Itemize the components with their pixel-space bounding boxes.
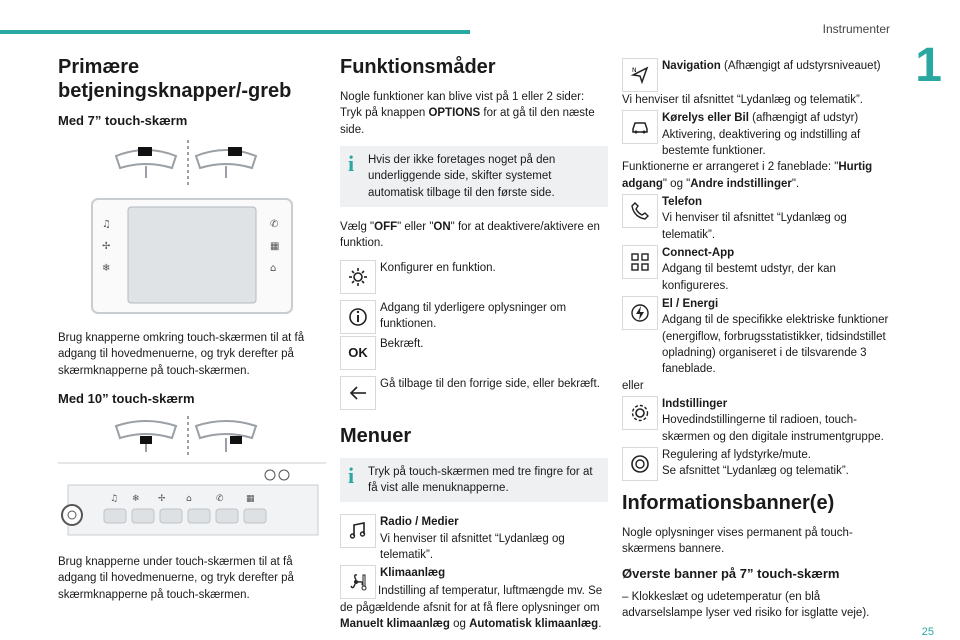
controls-title: Primære betjeningsknapper/-greb — [58, 56, 292, 102]
info-box-menus: i Tryk på touch-skærmen med tre fingre for at få vist alle menuknapperne. — [340, 458, 608, 503]
on-off-instruction: Vælg "OFF" eller "ON" for at deaktivere/aktivere en funktion. — [340, 220, 600, 250]
back-arrow-icon — [340, 376, 376, 410]
banner-title: Informationsbanner(e) — [622, 491, 835, 514]
item-info: Adgang til yderligere oplysninger om funktionen. — [340, 300, 608, 334]
settings-gear-icon — [340, 260, 376, 294]
column-menus: N Navigation (Afhængigt af udstyrsniveauet) Vi henviser til afsnittet “Lydanlæg og telematik”. Kørelys eller Bil (afhængigt af udstyr) Aktivering, deaktivering og indstilling af bestemte funktioner. Funktionerne er arrangeret i 2 faneblade: "Hurtig adgang" og "Andre indstillinger". Telefon Vi henviser til afsnittet “Lydanlæg og telematik”. Connect-App Adgang til bestemt udstyr, der kan konfigureres. El / Energi Adgang til de specifikke elektriske funktioner (energiflow, forbrugsstatistikker, tidsindstillet opladning) organiseret i de tilsvarende 3 faneblade. eller Indstillinger Hovedindstillingerne til radioen, touch-skærmen og den digitale instrumentgruppe. Regulering af lydstyrke/mute. Se afsnittet “Lydanlæg og telematik”. Informationsbanner(e) Nogle oplysninger vises permanent på touch-skærmens bannere. Øverste banner på 7” touch-skærm – Klokkeslæt og udetemperatur (en blå advarselslampe lyser ved risiko for isglatte veje). — [622, 58, 890, 629]
banner-item: – Klokkeslæt og udetemperatur (en blå advarselslampe lyser ved risiko for isglatte veje). — [622, 590, 870, 619]
info-marker-icon: i — [348, 462, 355, 488]
text-7-inch: Brug knapperne omkring touch-skærmen til at få adgang til hovedmenuerne, og tryk derefter på skærmknapperne på touch-skærmen. — [58, 332, 305, 377]
svg-text:✢: ✢ — [158, 493, 166, 504]
svg-text:♫: ♫ — [110, 493, 119, 504]
subheading-10-inch: Med 10” touch-skærm — [58, 390, 195, 406]
svg-text:⌂: ⌂ — [186, 493, 192, 504]
phone-entry: Telefon Vi henviser til afsnittet “Lydanlæg og telematik”. — [622, 194, 890, 243]
steering-wheel-illustration-10 — [58, 416, 326, 456]
functions-intro: Nogle funktioner kan blive vist på 1 eller 2 sider: Tryk på knappen OPTIONS for at gå til den næste side. — [340, 91, 595, 136]
car-entry: Kørelys eller Bil (afhængigt af udstyr) Aktivering, deaktivering og indstilling af bestemte funktioner. — [622, 110, 890, 159]
svg-text:▦: ▦ — [270, 241, 280, 252]
menus-title: Menuer — [340, 424, 412, 447]
svg-text:♫: ♫ — [102, 219, 111, 230]
svg-text:❄: ❄ — [102, 263, 111, 274]
item-ok: OK Bekræft. — [340, 336, 608, 370]
section-title: Instrumenter — [822, 22, 890, 36]
touchscreen-10-illustration — [58, 461, 326, 541]
banner-subheading: Øverste banner på 7” touch-skærm — [622, 565, 840, 581]
energy-bolt-icon — [622, 296, 658, 330]
tabs-text: Funktionerne er arrangeret i 2 faneblade: "Hurtig adgang" og "Andre indstillinger". — [622, 161, 873, 190]
radio-entry: Radio / Medier Vi henviser til afsnittet “Lydanlæg og telematik”. — [340, 514, 608, 563]
chapter-number: 1 — [915, 39, 942, 92]
text-10-inch: Brug knapperne under touch-skærmen til at få adgang til hovedmenuerne, og tryk derefter på skærmknapperne på touch-skærmen. — [58, 555, 294, 601]
functions-title: Funktionsmåder — [340, 56, 496, 78]
subheading-7-inch: Med 7” touch-skærm — [58, 113, 188, 128]
steering-wheel-illustration-7 — [58, 138, 326, 188]
app-grid-icon — [622, 245, 658, 279]
navigation-arrow-icon — [622, 58, 658, 92]
svg-text:⌂: ⌂ — [270, 263, 277, 274]
svg-text:✆: ✆ — [216, 493, 224, 504]
column-controls — [58, 55, 326, 611]
header-accent-bar — [0, 30, 470, 34]
volume-knob-icon — [622, 447, 658, 481]
info-box-pages: i Hvis der ikke foretages noget på den underliggende side, skifter systemet automatisk tilbage til den første side. — [340, 146, 608, 207]
ok-icon: OK — [340, 336, 376, 370]
page-number: 25 — [921, 626, 934, 638]
volume-entry: Regulering af lydstyrke/mute. Se afsnittet “Lydanlæg og telematik”. — [622, 447, 890, 481]
item-back: Gå tilbage til den forrige side, eller bekræft. — [340, 376, 608, 410]
navigation-entry: N Navigation (Afhængigt af udstyrsniveauet) — [622, 58, 890, 92]
column-functions — [340, 55, 608, 632]
energy-entry: El / Energi Adgang til de specifikke elektriske funktioner (energiflow, forbrugsstatistikker, tidsindstillet opladning) organiseret i de tilsvarende 3 faneblade. — [622, 296, 890, 378]
connect-app-entry: Connect-App Adgang til bestemt udstyr, der kan konfigureres. — [622, 245, 890, 294]
car-icon — [622, 110, 658, 144]
svg-text:✢: ✢ — [102, 241, 111, 252]
svg-text:N: N — [632, 67, 637, 74]
item-configure: Konfigurer en funktion. — [340, 260, 608, 294]
svg-text:✆: ✆ — [270, 219, 279, 230]
climate-fan-icon — [340, 565, 376, 599]
phone-icon — [622, 194, 658, 228]
climate-entry: Klimaanlæg Indstilling af temperatur, luftmængde mv. Se de pågældende afsnit for at få flere oplysninger om Manuelt klimaanlæg og Automatisk klimaanlæg. — [340, 567, 603, 630]
settings-icon — [622, 396, 658, 430]
info-marker-icon: i — [348, 150, 355, 176]
svg-text:❄: ❄ — [132, 493, 140, 504]
touchscreen-7-illustration — [58, 197, 326, 317]
music-note-icon — [340, 514, 376, 548]
info-icon — [340, 300, 376, 334]
settings-entry: Indstillinger Hovedindstillingerne til radioen, touch-skærmen og den digitale instrumentgruppe. — [622, 396, 890, 445]
svg-text:▦: ▦ — [246, 493, 255, 504]
banner-text: Nogle oplysninger vises permanent på touch-skærmens bannere. — [622, 526, 853, 556]
